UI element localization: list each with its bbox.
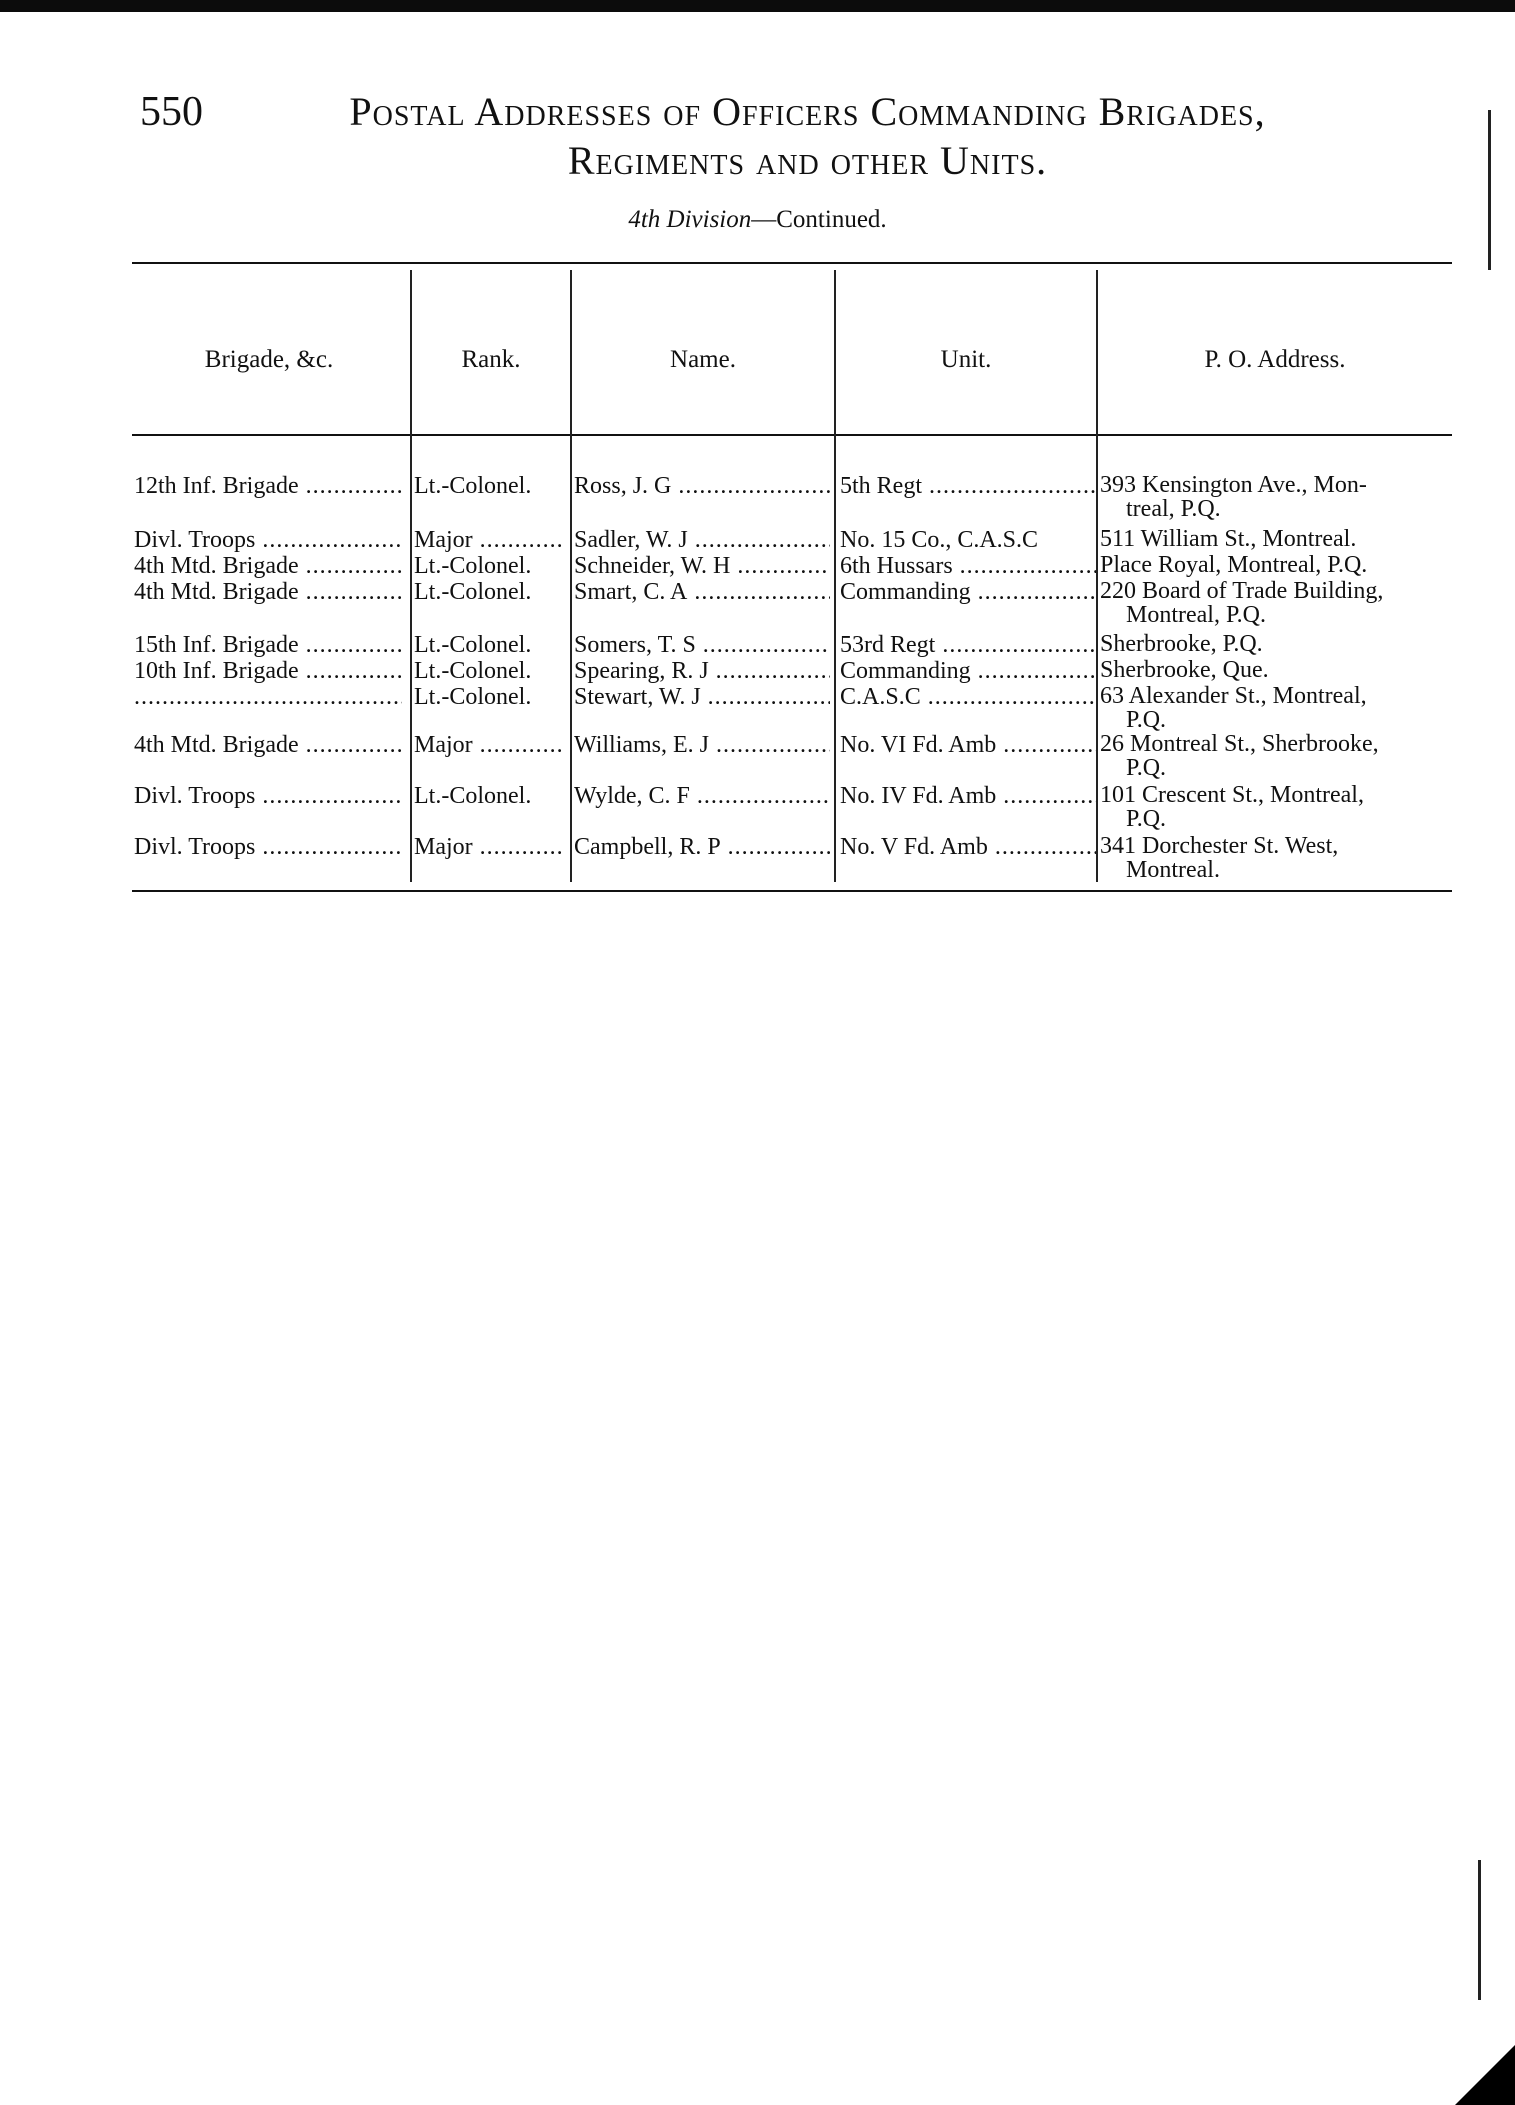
subtitle-continued: —Continued. [751, 206, 887, 233]
cell-unit: No. V Fd. Amb ..... [840, 834, 1096, 861]
cell-address [1100, 658, 1455, 682]
cell-unit: 6th Hussars ..... [840, 553, 1096, 580]
address-line-1: 220 Board of Trade Building, [1100, 579, 1384, 604]
cell-name: Somers, T. S ..... [574, 632, 830, 659]
cell-address [1100, 527, 1455, 551]
cell-name: Williams, E. J ..... [574, 732, 830, 759]
cell-brigade: Divl. Troops ..... [134, 834, 402, 861]
header-rank: Rank. [461, 346, 521, 373]
address-line-2: P.Q. [1126, 755, 1167, 780]
cell-rank: Major ..... [414, 732, 564, 759]
cell-unit: No. IV Fd. Amb ..... [840, 783, 1096, 810]
cell-unit: Commanding ..... [840, 579, 1096, 606]
cell-rank: Lt.-Colonel. [414, 684, 532, 710]
cell-address [1100, 783, 1455, 831]
cell-unit: 5th Regt ..... [840, 473, 1096, 500]
header-brigade: Brigade, &c. [204, 346, 334, 373]
cell-rank: Lt.-Colonel. [414, 553, 532, 579]
cell-name: Smart, C. A ..... [574, 579, 830, 606]
cell-brigade [134, 684, 402, 711]
cell-brigade: 4th Mtd. Brigade ..... [134, 732, 402, 759]
cell-address [1100, 732, 1455, 780]
cell-name: Wylde, C. F ..... [574, 783, 830, 810]
header-address: P. O. Address. [1204, 346, 1346, 373]
page-heading [0, 88, 1515, 184]
scan-corner [1455, 2045, 1515, 2105]
page-title-line-1: Postal Addresses of Officers Commanding Brigades, [349, 89, 1266, 134]
address-line-2: Montreal. [1126, 857, 1220, 882]
cell-rank: Lt.-Colonel. [414, 473, 532, 499]
cell-unit: No. VI Fd. Amb ..... [840, 732, 1096, 759]
cell-address [1100, 553, 1455, 577]
cell-rank: Lt.-Colonel. [414, 783, 532, 809]
cell-unit: 53rd Regt ..... [840, 632, 1096, 659]
scan-top-border [0, 0, 1515, 12]
cell-brigade: 10th Inf. Brigade ..... [134, 658, 402, 685]
address-line-2: treal, P.Q. [1126, 496, 1221, 521]
page-number: 550 [140, 89, 203, 135]
address-line-1: 511 William St., Montreal. [1100, 527, 1357, 551]
address-line-2: P.Q. [1126, 707, 1167, 732]
header-unit: Unit. [940, 346, 992, 373]
cell-rank: Major ..... [414, 834, 564, 861]
cell-name: Stewart, W. J ..... [574, 684, 830, 711]
address-line-1: Place Royal, Montreal, P.Q. [1100, 553, 1368, 577]
cell-brigade: 4th Mtd. Brigade ..... [134, 579, 402, 606]
cell-address [1100, 684, 1455, 732]
table-header-rule [132, 434, 1452, 436]
cell-name: Campbell, R. P ..... [574, 834, 830, 861]
page-subtitle [0, 206, 1515, 234]
cell-brigade: 12th Inf. Brigade ..... [134, 473, 402, 500]
subtitle-division: 4th Division [628, 206, 752, 233]
cell-unit: C.A.S.C ..... [840, 684, 1096, 711]
header-name: Name. [670, 346, 736, 373]
address-line-1: 63 Alexander St., Montreal, [1100, 684, 1367, 709]
address-line-1: 341 Dorchester St. West, [1100, 834, 1339, 859]
cell-address [1100, 473, 1455, 521]
cell-rank: Major ..... [414, 527, 564, 554]
address-line-2: Montreal, P.Q. [1126, 602, 1266, 627]
cell-name: Ross, J. G ..... [574, 473, 830, 500]
cell-brigade: Divl. Troops ..... [134, 527, 402, 554]
table-top-rule [132, 262, 1452, 264]
address-line-1: Sherbrooke, Que. [1100, 658, 1269, 682]
cell-address [1100, 632, 1455, 656]
cell-brigade: 4th Mtd. Brigade ..... [134, 553, 402, 580]
cell-rank: Lt.-Colonel. [414, 632, 532, 658]
address-line-1: Sherbrooke, P.Q. [1100, 632, 1263, 656]
cell-rank: Lt.-Colonel. [414, 658, 532, 684]
scan-edge-mark [1478, 1860, 1481, 2000]
cell-name: Schneider, W. H ..... [574, 553, 830, 580]
cell-rank: Lt.-Colonel. [414, 579, 532, 605]
address-line-1: 393 Kensington Ave., Mon- [1100, 473, 1367, 498]
address-line-1: 101 Crescent St., Montreal, [1100, 783, 1364, 808]
cell-address [1100, 834, 1455, 882]
cell-brigade: 15th Inf. Brigade ..... [134, 632, 402, 659]
address-line-2: P.Q. [1126, 806, 1167, 831]
address-line-1: 26 Montreal St., Sherbrooke, [1100, 732, 1379, 757]
cell-unit: Commanding ..... [840, 658, 1096, 685]
page-title-line-2: Regiments and other Units. [567, 138, 1048, 183]
cell-address [1100, 579, 1455, 627]
cell-brigade: Divl. Troops ..... [134, 783, 402, 810]
cell-name: Sadler, W. J ..... [574, 527, 830, 554]
cell-unit: No. 15 Co., C.A.S.C [840, 527, 1039, 553]
cell-name: Spearing, R. J ..... [574, 658, 830, 685]
table-bottom-rule [132, 890, 1452, 892]
